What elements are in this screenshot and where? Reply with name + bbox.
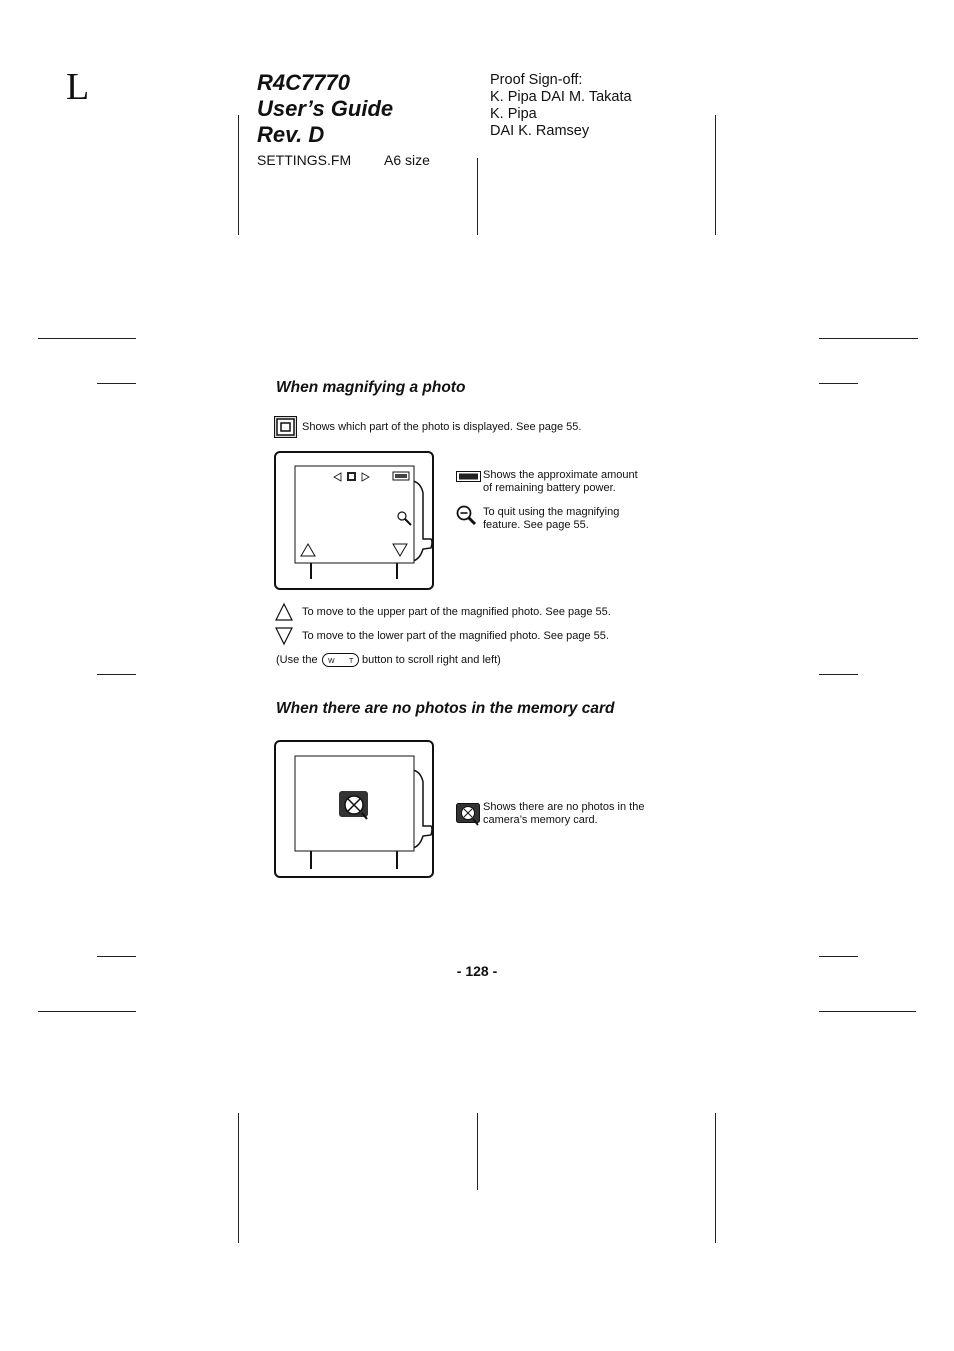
title-line-2: User’s Guide (257, 96, 394, 121)
crop-line (238, 115, 239, 235)
battery-desc (483, 469, 638, 495)
crop-line (819, 674, 858, 675)
crop-line (715, 1113, 716, 1243)
crop-line (97, 383, 136, 384)
proof-signoff (490, 72, 632, 140)
no-photos-desc (483, 801, 644, 827)
title-line-3: Rev. D (257, 122, 325, 147)
corner-mark: L (66, 66, 90, 108)
arrow-down-icon (275, 627, 295, 645)
no-photo-card-icon (456, 803, 482, 827)
page-number: - 128 - (456, 963, 498, 979)
battery-desc-line: of remaining battery power. (483, 482, 616, 494)
wt-button-t-label: T (349, 658, 354, 665)
signoff-line: DAI K. Ramsey (490, 123, 590, 139)
crop-line (477, 158, 478, 235)
signoff-line: K. Pipa DAI M. Takata (490, 89, 632, 105)
quit-desc-line: feature. See page 55. (483, 519, 589, 531)
scroll-note-prefix: (Use the (276, 654, 318, 666)
crop-line (97, 956, 136, 957)
battery-icon (456, 471, 482, 482)
battery-desc-line: Shows the approximate amount (483, 469, 638, 481)
frame-indicator-desc: Shows which part of the photo is displayed. See page 55. (302, 421, 582, 433)
move-down-desc: To move to the lower part of the magnified photo. See page 55. (302, 630, 609, 642)
crop-line (238, 1113, 239, 1243)
no-photos-desc-line: camera’s memory card. (483, 814, 598, 826)
crop-line (819, 338, 918, 339)
title-line-1: R4C7770 (257, 70, 350, 95)
camera-screen-no-photos (274, 740, 436, 880)
frame-indicator-icon (274, 416, 298, 438)
scroll-note-suffix: button to scroll right and left) (362, 654, 501, 666)
crop-line (715, 115, 716, 235)
crop-line (819, 383, 858, 384)
camera-screen-magnify (274, 451, 436, 591)
move-up-desc: To move to the upper part of the magnified photo. See page 55. (302, 606, 611, 618)
crop-line (477, 1113, 478, 1190)
wt-button-w-label: W (328, 658, 335, 665)
crop-line (38, 338, 136, 339)
page-size: A6 size (384, 152, 430, 168)
file-name: SETTINGS.FM (257, 152, 352, 168)
signoff-line: K. Pipa (490, 106, 537, 122)
section-heading-magnify: When magnifying a photo (276, 379, 466, 396)
crop-line (38, 1011, 136, 1012)
section-heading-no-photos: When there are no photos in the memory card (276, 700, 615, 717)
arrow-up-icon (275, 603, 295, 621)
quit-magnify-desc (483, 506, 619, 532)
signoff-line: Proof Sign-off: (490, 72, 583, 88)
quit-desc-line: To quit using the magnifying (483, 506, 620, 518)
crop-line (97, 674, 136, 675)
crop-line (819, 1011, 916, 1012)
wt-zoom-button-icon (322, 653, 360, 667)
document-title (257, 70, 393, 148)
zoom-out-icon (456, 505, 478, 527)
no-photos-desc-line: Shows there are no photos in the (483, 801, 645, 813)
crop-line (819, 956, 858, 957)
